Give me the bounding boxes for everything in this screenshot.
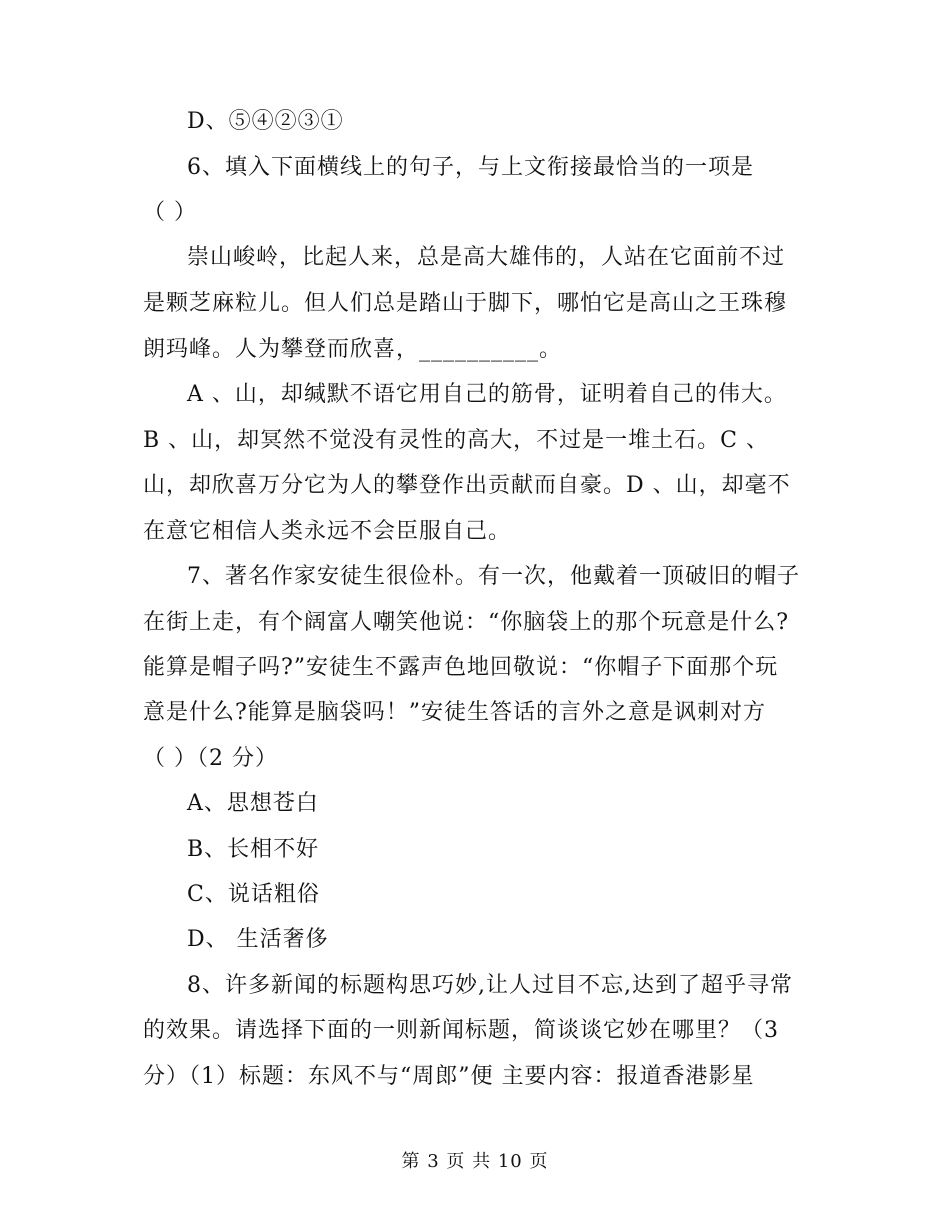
passage-line-2: 是颗芝麻粒儿。但人们总是踏山于脚下，哪怕它是高山之王珠穆 xyxy=(143,291,788,316)
question-6-option-c-d: 山，却欣喜万分它为人的攀登作出贡献而自豪。D 、山，却毫不 xyxy=(143,473,791,498)
page-number-footer: 第 3 页 共 10 页 xyxy=(401,1151,549,1172)
question-7-option-d: D、 生活奢侈 xyxy=(187,927,329,952)
question-7-option-a: A、思想苍白 xyxy=(187,791,319,816)
question-6-option-a: A 、山，却缄默不语它用自己的筋骨，证明着自己的伟大。 xyxy=(187,382,787,407)
question-7-line-1: 7、著名作家安徒生很俭朴。有一次，他戴着一顶破旧的帽子 xyxy=(187,564,800,589)
question-7-option-b: B、长相不好 xyxy=(187,837,320,862)
question-6-blank: （ ） xyxy=(143,200,197,225)
question-7-line-2: 在街上走，有个阔富人嘲笑他说：“你脑袋上的那个玩意是什么? xyxy=(143,610,790,635)
question-8-line-2: 的效果。请选择下面的一则新闻标题，简谈谈它妙在哪里？（3 xyxy=(143,1018,779,1043)
passage-line-3: 朗玛峰。人为攀登而欣喜，__________。 xyxy=(143,337,563,362)
question-6-stem: 6、填入下面横线上的句子，与上文衔接最恰当的一项是 xyxy=(187,155,754,180)
question-6-option-b-c: B 、山，却冥然不觉没有灵性的高大，不过是一堆土石。C 、 xyxy=(143,428,769,453)
question-8-line-3: 分）（1）标题：东风不与“周郎”便 主要内容：报道香港影星 xyxy=(143,1064,755,1089)
question-7-score: （ ）（2 分） xyxy=(143,746,278,771)
option-d-ordering: D、⑤④②③① xyxy=(187,109,344,134)
question-7-option-c: C、说话粗俗 xyxy=(187,882,320,907)
question-6-option-d-end: 在意它相信人类永远不会臣服自己。 xyxy=(143,519,512,544)
question-7-line-4: 意是什么?能算是脑袋吗！”安徒生答话的言外之意是讽刺对方 xyxy=(143,700,767,725)
passage-line-1: 崇山峻岭，比起人来，总是高大雄伟的，人站在它面前不过 xyxy=(187,245,786,270)
question-8-line-1: 8、许多新闻的标题构思巧妙,让人过目不忘,达到了超乎寻常 xyxy=(187,973,793,998)
question-7-line-3: 能算是帽子吗?”安徒生不露声色地回敬说：“你帽子下面那个玩 xyxy=(143,655,779,680)
